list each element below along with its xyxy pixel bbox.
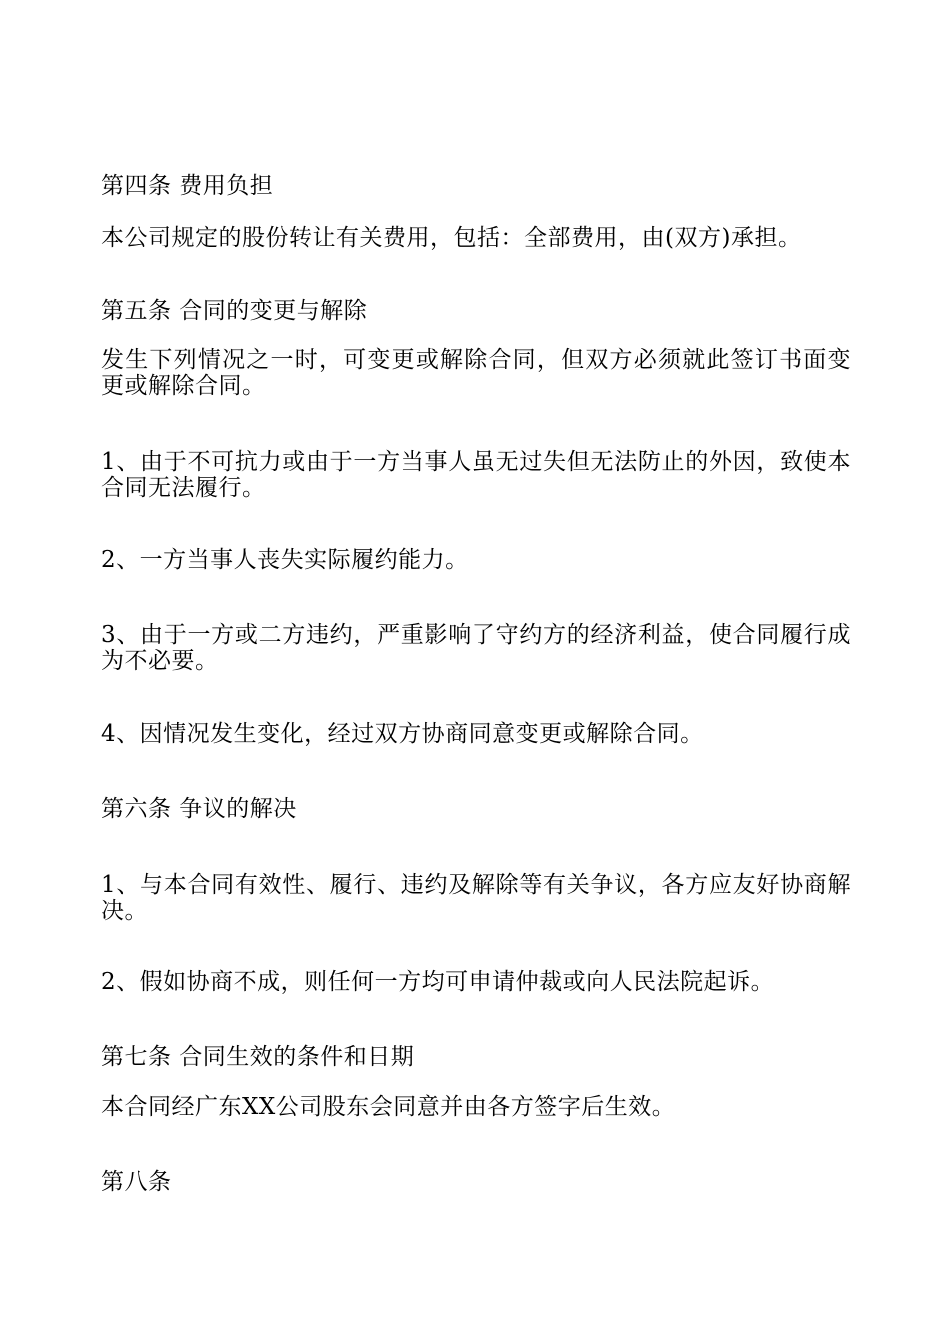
article-8-heading: 第八条 <box>101 1169 172 1195</box>
article-7-body: 本合同经广东XX公司股东会同意并由各方签字后生效。 <box>101 1094 676 1120</box>
article-6-heading: 第六条 争议的解决 <box>101 796 297 822</box>
article-5-item-2: 2、一方当事人丧失实际履约能力。 <box>101 547 469 573</box>
article-5-item-3: 3、由于一方或二方违约，严重影响了守约方的经济利益，使合同履行成为不必要。 <box>101 622 851 674</box>
article-5-intro: 发生下列情况之一时，可变更或解除合同，但双方必须就此签订书面变更或解除合同。 <box>101 347 851 399</box>
article-6-item-2: 2、假如协商不成，则任何一方均可申请仲裁或向人民法院起诉。 <box>101 969 775 995</box>
article-5-item-4: 4、因情况发生变化，经过双方协商同意变更或解除合同。 <box>101 721 704 747</box>
article-7-heading: 第七条 合同生效的条件和日期 <box>101 1044 415 1070</box>
article-4-heading: 第四条 费用负担 <box>101 173 274 199</box>
article-6-item-1: 1、与本合同有效性、履行、违约及解除等有关争议，各方应友好协商解决。 <box>101 872 851 924</box>
article-4-body: 本公司规定的股份转让有关费用，包括：全部费用，由(双方)承担。 <box>101 225 802 251</box>
article-5-item-1: 1、由于不可抗力或由于一方当事人虽无过失但无法防止的外因，致使本合同无法履行。 <box>101 449 851 501</box>
article-5-heading: 第五条 合同的变更与解除 <box>101 298 368 324</box>
